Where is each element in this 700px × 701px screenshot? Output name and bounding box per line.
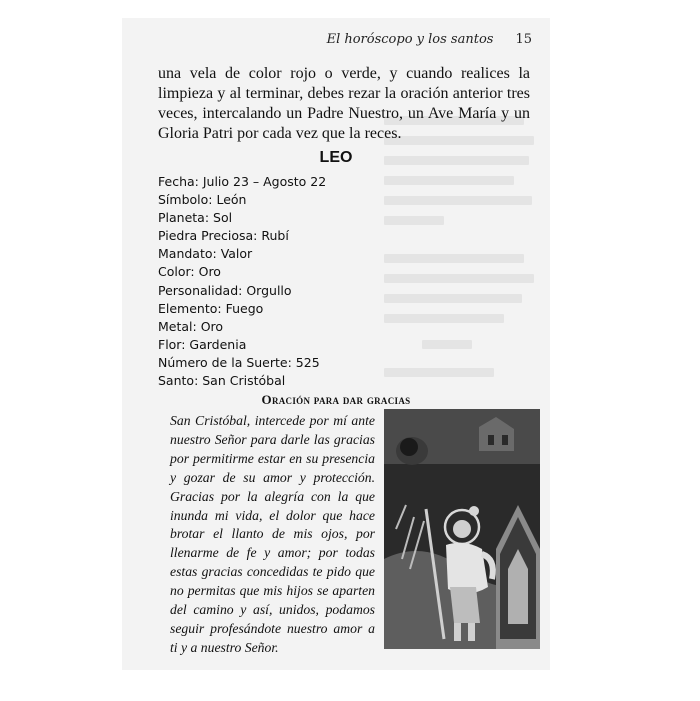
attribute-color: Color: Oro (158, 264, 221, 280)
attribute-santo: Santo: San Cristóbal (158, 373, 286, 389)
attribute-mandato: Mandato: Valor (158, 246, 253, 262)
attribute-planeta: Planeta: Sol (158, 210, 233, 226)
attribute-piedra: Piedra Preciosa: Rubí (158, 228, 289, 244)
prayer-title: Oración para dar gracias (261, 392, 411, 407)
running-title: El horóscopo y los santos (326, 32, 494, 47)
attribute-elemento: Elemento: Fuego (158, 300, 264, 316)
attribute-personalidad: Personalidad: Orgullo (158, 282, 292, 298)
running-header (327, 32, 532, 47)
attribute-fecha: Fecha: Julio 23 – Agosto 22 (158, 174, 327, 189)
attribute-numero: Número de la Suerte: 525 (158, 354, 320, 370)
attribute-metal: Metal: Oro (158, 318, 224, 334)
attribute-simbolo: Símbolo: León (158, 192, 247, 208)
attribute-flor: Flor: Gardenia (158, 336, 247, 352)
saint-christopher-image (384, 409, 540, 649)
book-page (122, 18, 550, 670)
prayer-text: San Cristóbal, intercede por mí ante nuestro Señor para darle las gracias por permitirme estar en su presencia y gozar de su amor y protección. Gracias por la alegría con la que inunda mi vida, el dolor que hace brotar el llanto de mis ojos, por llenarme de fe y amor; por todas estas gracias concedidas te pido que no permitas que mis hijos se aparten del camino y así, unidos, podamos seguir profesándote nuestro amor a ti y a nuestro Señor. (170, 413, 375, 655)
intro-paragraph: una vela de color rojo o verde, y cuando realices la limpieza y al terminar, debes rezar la oración anterior tres veces, intercalando un Padre Nuestro, un Ave María y un Gloria Patri por cada vez que la reces. (158, 65, 530, 142)
page-number: 15 (515, 32, 532, 47)
attribute-list (158, 173, 418, 390)
sign-title: LEO (319, 149, 353, 166)
